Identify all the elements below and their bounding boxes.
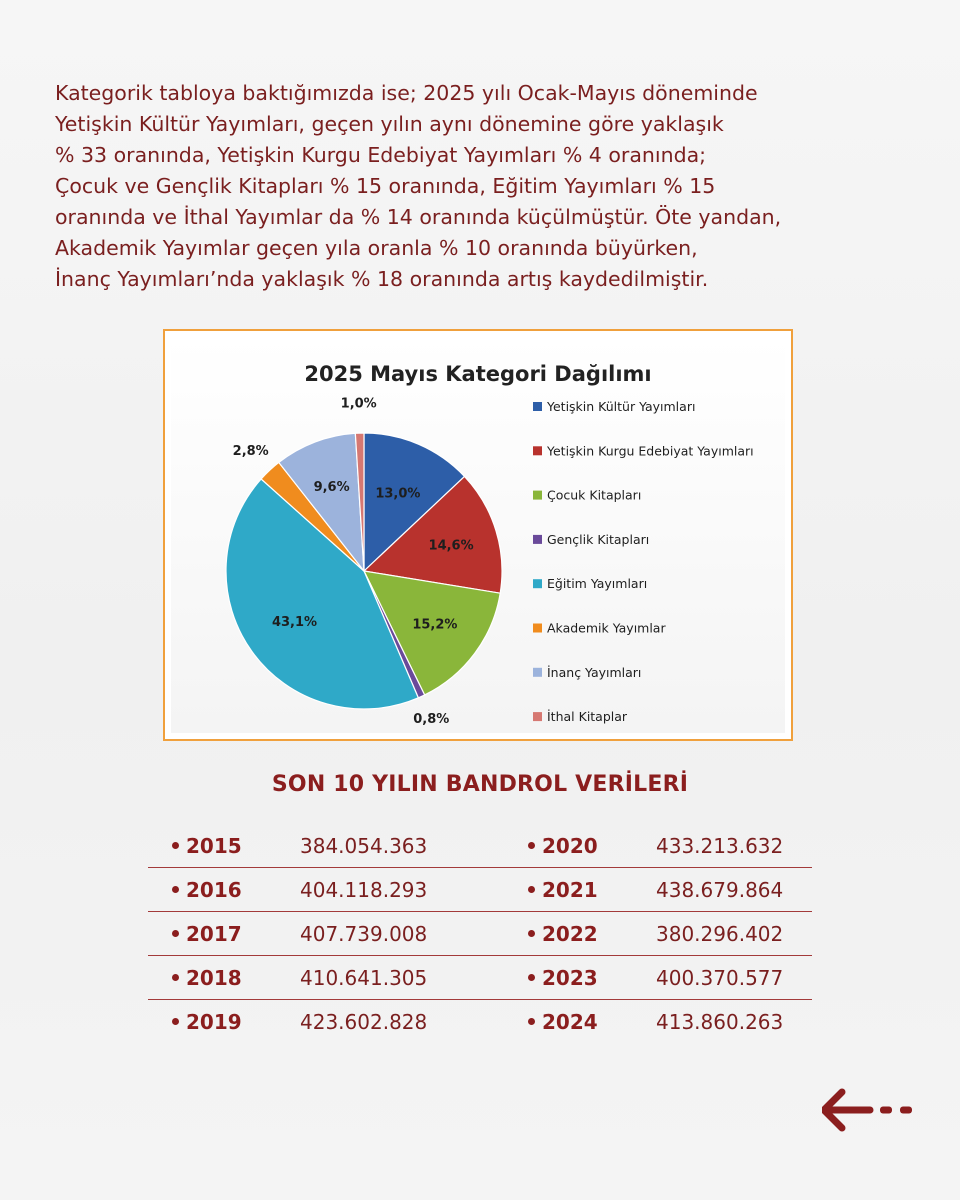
table-row [148, 824, 812, 868]
year-label: 2020 [542, 834, 598, 858]
year-value: 410.641.305 [300, 966, 428, 990]
slice-data-label: 15,2% [412, 617, 458, 633]
year-value: 433.213.632 [656, 834, 784, 858]
legend-swatch [533, 712, 542, 721]
arrow-left-icon [822, 1088, 918, 1132]
slice-data-label: 14,6% [428, 538, 474, 554]
intro-line: Kategorik tabloya baktığımızda ise; 2025 yılı Ocak-Mayıs döneminde [55, 81, 758, 105]
legend-swatch [533, 624, 542, 633]
legend-label: Eğitim Yayımları [547, 576, 648, 592]
slice-data-label: 13,0% [375, 486, 421, 502]
year-label: 2022 [542, 922, 598, 946]
year-label: 2016 [186, 878, 242, 902]
year-label: 2015 [186, 834, 242, 858]
slice-data-label: 0,8% [413, 711, 450, 727]
bandrol-table [148, 824, 812, 1043]
intro-paragraph [55, 78, 915, 295]
year-label: 2021 [542, 878, 598, 902]
legend-swatch [533, 668, 542, 677]
pie-chart-frame [163, 329, 793, 741]
year-value: 423.602.828 [300, 1010, 428, 1034]
slice-data-label: 2,8% [232, 444, 269, 460]
year-value: 384.054.363 [300, 834, 428, 858]
intro-line: oranında ve İthal Yayımlar da % 14 oranında küçülmüştür. Öte yandan, [55, 205, 782, 229]
year-label: 2018 [186, 966, 242, 990]
year-value: 438.679.864 [656, 878, 784, 902]
legend-swatch [533, 535, 542, 544]
legend-swatch [533, 446, 542, 455]
year-label: 2019 [186, 1010, 242, 1034]
chart-title: 2025 Mayıs Kategori Dağılımı [304, 362, 652, 386]
legend-label: Çocuk Kitapları [547, 487, 642, 503]
year-value: 380.296.402 [656, 922, 784, 946]
legend-label: İnanç Yayımları [547, 664, 642, 680]
pie-chart-area [171, 337, 785, 733]
legend-swatch [533, 402, 542, 411]
year-value: 407.739.008 [300, 922, 428, 946]
table-row [148, 868, 812, 912]
year-label: 2024 [542, 1010, 598, 1034]
intro-line: % 33 oranında, Yetişkin Kurgu Edebiyat Yayımları % 4 oranında; [55, 143, 707, 167]
intro-line: Yetişkin Kültür Yayımları, geçen yılın aynı dönemine göre yaklaşık [55, 112, 724, 136]
legend-label: İthal Kitaplar [547, 709, 628, 725]
table-title: SON 10 YILIN BANDROL VERİLERİ [271, 772, 689, 797]
table-row [148, 1000, 812, 1043]
table-row [148, 912, 812, 956]
pie-chart [171, 337, 785, 733]
year-value: 404.118.293 [300, 878, 428, 902]
legend-swatch [533, 491, 542, 500]
legend-label: Gençlik Kitapları [547, 531, 650, 547]
table-row [148, 956, 812, 1000]
legend-label: Yetişkin Kültür Yayımları [547, 399, 696, 414]
slice-data-label: 9,6% [313, 479, 350, 495]
intro-line: Çocuk ve Gençlik Kitapları % 15 oranında, Eğitim Yayımları % 15 [55, 174, 716, 198]
year-label: 2023 [542, 966, 598, 990]
year-label: 2017 [186, 922, 242, 946]
slice-data-label: 43,1% [271, 614, 318, 630]
year-value: 400.370.577 [656, 966, 784, 990]
intro-line: İnanç Yayımları’nda yaklaşık % 18 oranında artış kaydedilmiştir. [55, 267, 709, 291]
legend-label: Akademik Yayımlar [547, 620, 666, 636]
intro-line: Akademik Yayımlar geçen yıla oranla % 10 oranında büyürken, [55, 236, 698, 260]
legend-label: Yetişkin Kurgu Edebiyat Yayımları [547, 443, 754, 459]
year-value: 413.860.263 [656, 1010, 784, 1034]
slice-data-label: 1,0% [340, 396, 377, 412]
legend-swatch [533, 579, 542, 588]
back-button[interactable] [822, 1088, 918, 1136]
